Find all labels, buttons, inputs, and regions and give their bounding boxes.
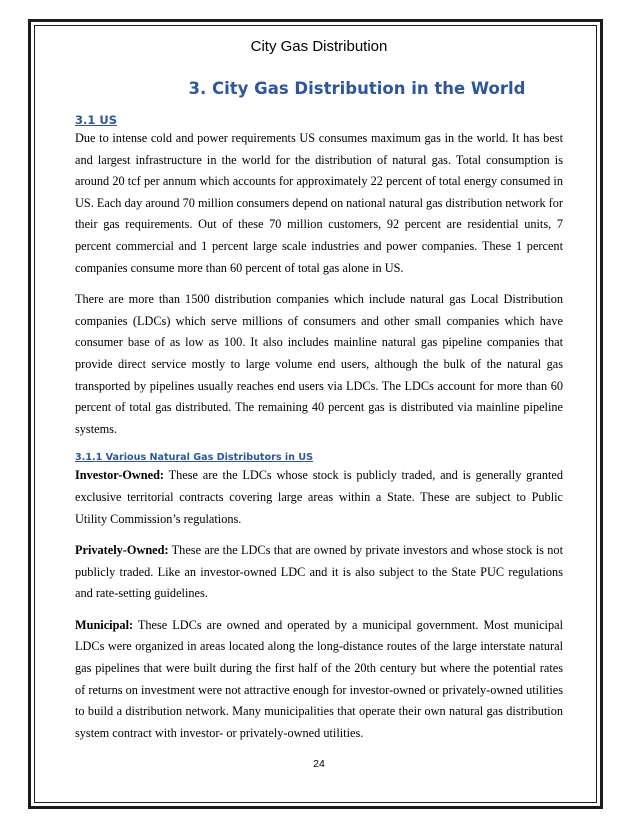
text-municipal: These LDCs are owned and operated by a municipal government. Most municipal LDCs were organized in areas located along the long-distance routes of the large interstate natural gas pipelines that were built during the first half of the 20th century but where the potential rates of returns on investment were not attractive enough for investor-owned or privately-owned utilities to build a distribution network. Many municipalities that operate their own natural gas distribution system contract with investor- or privately-owned utilities. [75,617,563,740]
section-heading-us: 3.1 US [75,113,117,127]
term-municipal: Municipal: [75,617,134,632]
running-head: City Gas Distribution [250,38,388,55]
subsection-heading-distributors: 3.1.1 Various Natural Gas Distributors in US [75,452,314,464]
paragraph-municipal [75,615,563,745]
paragraph-us-distribution-companies: There are more than 1500 distribution companies which include natural gas Local Distribution companies (LDCs) which serve millions of consumers and other small companies which have consumer base of as low as 100. It also includes mainline natural gas pipeline companies that provide direct service mostly to large volume end users, although the bulk of the natural gas transported by pipelines usually reaches end users via LDCs. The LDCs account for more than 60 percent of total gas distributed. The remaining 40 percent gas is distributed via mainline pipeline systems. [75,292,563,436]
text-investor-owned: These are the LDCs whose stock is publicly traded, and is generally granted exclusive territorial contracts covering large areas within a State. These are subject to Public Utility Commission’s regulations. [75,468,563,526]
page-content [75,33,563,744]
text-privately-owned: These are the LDCs that are owned by private investors and whose stock is not publicly traded. Like an investor-owned LDC and it is also subject to the State PUC regulations and rate-setting guidelines. [75,543,563,601]
paragraph-privately-owned [75,540,563,605]
paragraph-us-consumption: Due to intense cold and power requirements US consumes maximum gas in the world. It has best and largest infrastructure in the world for the distribution of natural gas. Total consumption is around 20 tcf per annum which accounts for approximately 22 percent of total energy consumed in US. Each day around 70 million consumers depend on national natural gas distribution network for their gas requirements. Out of these 70 million customers, 92 percent are residential units, 7 percent commercial and 1 percent large scale industries and power companies. These 1 percent companies consume more than 60 percent of total gas alone in US. [75,131,564,275]
page-number: 24 [313,758,325,770]
term-privately-owned: Privately-Owned: [75,543,169,558]
chapter-title: 3. City Gas Distribution in the World [188,79,526,98]
paragraph-investor-owned [75,465,563,530]
term-investor-owned: Investor-Owned: [75,468,165,483]
